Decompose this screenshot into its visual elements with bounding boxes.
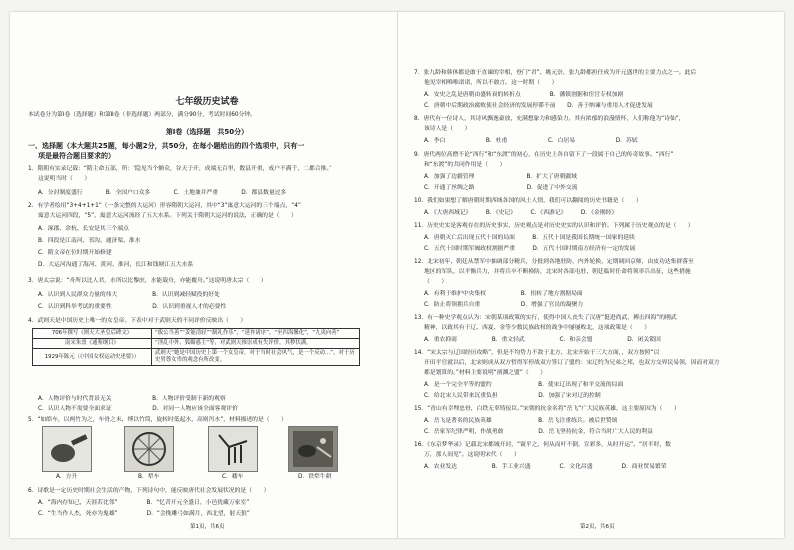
- option-line: B．四段是江南河、邗沟、通济渠、淮水: [38, 238, 141, 244]
- option-line: C．岳家军纪律严明，作战勇敢 D．岳飞坚持抗金，符合当时广大人民的利益: [424, 429, 653, 435]
- table-row: [33, 329, 360, 339]
- option-line: C．认识到科举考试的重要性 D．认识到重视人才的必要性: [38, 304, 227, 310]
- page-left: [20, 12, 394, 538]
- image-caption: A．方升: [56, 474, 78, 480]
- option-line: C．“生当作人杰，死亦为鬼雄” D．“会挽雕弓如满月，西北望，射天狼”: [38, 511, 250, 517]
- option-line: C．开通了丝绸之路 D．促进了中外交流: [424, 185, 578, 191]
- question-line: 和“东渡”的共同作用是（ ）: [424, 162, 506, 168]
- question-line: （ ）: [424, 279, 448, 285]
- page-fold-divider: [397, 12, 398, 538]
- option-line: A．重农抑商 B．重文轻武 C．和亲会盟 D．闭关锁国: [424, 337, 661, 343]
- question-line: 16．《东京梦华录》记载北宋都城开封，“寰平之，何从而叶不倒，宣彩多，从时开运”。“居半时，数: [414, 442, 671, 448]
- image-caption: B．犁车: [138, 474, 160, 480]
- part-title: 第Ⅰ卷（选择题 共50分）: [165, 128, 249, 136]
- image-caption: C．耧车: [222, 474, 244, 480]
- option-line: C．五代十国时期军阀政权割据严重 D．五代十国时期南方经济有一定的发展: [424, 246, 636, 252]
- section-title: 一、选择题（本大题共25题，每小题2分，共50分，在每小题给出的四个选项中，只有一: [28, 142, 305, 150]
- table-cell: 武则天“她是中国历史上第一个女皇帝，对于当时社会风气，是一个反动…”，对于历史男尊女卑的观念有所改变。: [152, 349, 360, 366]
- question-line: 11．历史史实是客观存在的历史事实，历史观点是对历史史实的认识和评价。下列属于历史观点的是（ ）: [414, 223, 694, 229]
- question-line: 开田平官就以后，北宋则成从双方暂得军停战双方签订了盟约：宋辽约为兄弟之邦，也双方交界民易领，因而对双方: [424, 360, 720, 366]
- option-line: C．隋文帝在位时期开始修建: [38, 250, 112, 256]
- option-line: A．认识到人民群众力量的伟大 B．认识到减轻赋役的好处: [38, 292, 220, 298]
- image-caption: D．铁犁牛耕: [298, 474, 332, 480]
- question-line: 4．武则天是中国历史上唯一的女皇帝。下表中对于武则天的不同评价反映出（ ）: [28, 318, 247, 324]
- option-line: A．是一个完全平等的盟约 B．使宋辽出现了和平交流的局面: [424, 382, 624, 388]
- question-line: 2．有学者绘用“3+4+1+1”（一条完整的大运河）形容隋朝大运河，其中“3”寓意大运河的三个端点，“4”: [28, 203, 301, 209]
- question-line: 12．北宋初年，朝廷从禁军中抽调部分精兵，分批到各地驻防，内外轮换，定期调回京师，由皮功达集群落至: [414, 259, 694, 265]
- question-line: 14．“宋太宗与辽国经历攻略”，但是不均势力不敌于北方，北宋开始于三大方面，，双方按照“以: [414, 350, 660, 356]
- table-row: [33, 339, 360, 349]
- option-line: C．认识人物不需要全面求证 D．对同一人物应该全面客观评价: [38, 406, 238, 412]
- option-line: A．农业发达 B．手工业兴盛 C．文化昌盛 D．商业贸易繁荣: [424, 464, 667, 470]
- option-line: A．有利于维护中央集权 B．扭转了地方割据局面: [424, 291, 583, 297]
- question-line: 10．我们如果想了解唐朝时期西域各国的风土人情，我们可以翻阅的历史书籍是（ ）: [414, 198, 642, 204]
- question-line: 5．“如皓车，以两竹为之，车骨之末，缚以竹筒，旋转时低起水，高则泻水”，材料描述的是（ ）: [28, 417, 287, 423]
- question-line: 6．诗歌是一定历史时期社会生活的产物，下列诗句中，能反映唐代社会发展状况的是（ ）: [28, 488, 270, 494]
- table-cell: “淫乱中外，狐媚惑主”等，对武则天推崇成有失评价，其秽状满。: [152, 339, 360, 349]
- option-line: A．安史之乱是唐朝由盛转衰的转折点 B．藩镇割据和宦官专权加剧: [424, 92, 624, 98]
- option-line: A．唐朝灭亡后出现五代十国的局面 B．五代十国是我国长期统一国家的延续: [424, 235, 635, 241]
- question-line: 9．唐代两位高僧不论“西行”和“东渡”的初心，在历史上各自留下了一段属于自己的传奇故事。“西行”: [414, 152, 674, 158]
- question-line: 1．隋朝有实录记载：“隋主命五部，所：‘隐见当个额众，谷天于开，成端无百里，数县开重，戒户不满千，二都合推。’: [28, 166, 332, 172]
- option-line: C．给北宋人民带来沉重负担 D．加强了宋对辽的控制: [424, 393, 601, 399]
- question-line: 这说明当时（ ）: [38, 176, 91, 182]
- option-line: A．加强了边疆管理 B．扩大了唐朝疆域: [424, 174, 577, 180]
- option-line: A．涿郡、余杭、长安是其三个端点: [38, 226, 129, 232]
- question-line: 8．唐代有一位诗人，其诗风飘逸豪放，充满想象力和感染力，其有浓郁的浪漫情怀，人们称他为“诗仙”，: [414, 116, 685, 122]
- question-line: 精神，以致其有于辽、西夏、金等少数民族政权的战争中屡屡败北，这项政策是（ ）: [424, 325, 651, 331]
- page-title: 七年级历史试卷: [175, 97, 239, 107]
- table-row: [33, 349, 360, 366]
- question-line: 寓意大运河四段，“5”，寓意大运河流经了五大水系。下列关于隋朝大运河的说法，正确的是（ ）: [38, 213, 297, 219]
- question-line: 万，那人间见”。这说明宋代（ ）: [424, 452, 520, 458]
- page-number: 第1页，共6页: [190, 524, 225, 530]
- table-cell: 南宋朱熹《通鉴纲目》: [33, 339, 152, 349]
- page-right: [408, 12, 782, 538]
- ladle-icon: [42, 426, 92, 472]
- question-line: 地区的军队，以平衡兵力，并将兵卒不断换防，北宋时各部屯驻，朝廷临时任命将领率兵出征，这些措施: [424, 269, 691, 275]
- evaluation-table: [32, 328, 360, 366]
- option-line: A．人物评价与时代背景无关 B．人物评价受制于新的观察: [38, 396, 226, 402]
- option-line: C．唐朝中后期政治腐败使社会经济的发展停滞不前 D．善于纳谏与重用人才促进发展: [424, 103, 653, 109]
- question-line: 该诗人是（ ）: [424, 126, 471, 132]
- question-line: 他见宰相唯唯诺诺，所以不敢言。这一时期（ ）: [424, 80, 558, 86]
- plough-icon: [288, 426, 338, 472]
- option-line: A．李白 B．杜甫 C．白居易 D．苏轼: [424, 138, 638, 144]
- option-line: A．“海内存知己，天涯若比邻” B．“忆昔开元全盛日，小邑犹藏万家室”: [38, 500, 250, 506]
- table-cell: 706年撰写《则天大圣皇后碑文》: [33, 329, 152, 339]
- option-line: D．大运河沟通了海河、黄河、淮河、长江和钱塘江五大水系: [38, 262, 194, 268]
- question-line: 3．唐太宗说：“舟所以比人君，水所以比黎庶，水能载舟，亦能覆舟。”这说明唐太宗（ ）: [28, 278, 267, 284]
- question-line: 都是划算的。”材料主要说明“澶渊之盟”（ ）: [424, 370, 547, 376]
- waterwheel-icon: [124, 426, 174, 472]
- intro-line: 本试卷分为第Ⅰ卷（选择题）和第Ⅱ卷（非选择题）两部分，满分90分，考试时间60分钟。: [28, 112, 257, 118]
- option-line: A．《大唐西域记》 B．《史记》 C．《西游记》 D．《金刚经》: [424, 210, 618, 216]
- question-line: 7．张九龄和韩休都是敢于直谏的宰相，登门“君”、姚元崇，张九龄都担任成为开元盛世的主要力点之一。此后: [414, 70, 697, 76]
- question-line: 15．“青山有幸埋忠骨，白铁无辜铸佞臣。”宋朝的抗金名将“岳飞”广大民族英雄，这主要原因为（ ）: [414, 406, 680, 412]
- table-cell: 1929年陈元（《中国女权运动史述要》）: [33, 349, 152, 366]
- table-cell: “拔公当善”“妥能清轻”“制礼作乐”，“延祚诸序”，“至四海馨化”，“九夷向善”: [152, 329, 360, 339]
- section-title-cont: 项是最符合题目要求的）: [38, 152, 115, 160]
- option-line: A．岳飞是著名的民族英雄 B．岳飞注重练兵。被后世赞颂: [424, 418, 618, 424]
- page-number: 第2页，共6页: [580, 524, 615, 530]
- option-line: A．分封制度盛行 B．全国户口众多 C．土地兼并严重 D．都县数量过多: [38, 190, 287, 196]
- question-line: 13．有一种史学观点认为：宋朝某项政策的实行，使得中国人丧失了汉唐“挺进尚武，搏击四海”的刚武: [414, 315, 677, 321]
- seeder-icon: [208, 426, 258, 472]
- option-line: C．防止将领拥兵自重 D．增强了官员的凝聚力: [424, 302, 584, 308]
